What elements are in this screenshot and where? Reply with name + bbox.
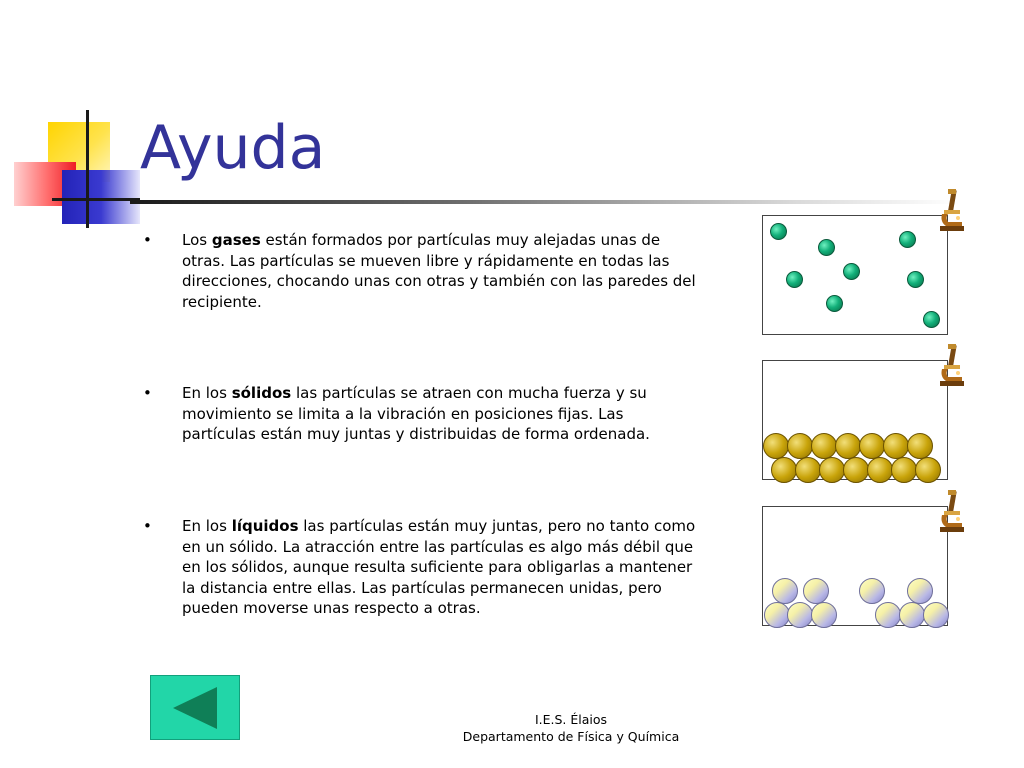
bullet-marker: • bbox=[143, 384, 152, 402]
liquid-particle bbox=[907, 578, 933, 604]
gas-particle bbox=[818, 239, 835, 256]
bullet-marker: • bbox=[143, 517, 152, 535]
text-body: las partículas se atraen con mucha fuerza y su movimiento se limita a la vibración en posiciones fijas. Las partículas están muy juntas y distribuidas de forma ordenada. bbox=[182, 384, 650, 443]
text-prefix: Los bbox=[182, 231, 212, 249]
gas-particle bbox=[907, 271, 924, 288]
liquid-particles-illustration bbox=[762, 506, 948, 626]
solid-particle bbox=[787, 433, 813, 459]
keyword-solidos: sólidos bbox=[231, 384, 292, 402]
solid-particle bbox=[843, 457, 869, 483]
back-button[interactable] bbox=[150, 675, 240, 740]
liquid-particle bbox=[811, 602, 837, 628]
gas-particle bbox=[899, 231, 916, 248]
liquid-particle bbox=[875, 602, 901, 628]
solid-particle bbox=[763, 433, 789, 459]
text-prefix: En los bbox=[182, 517, 232, 535]
solid-particle bbox=[907, 433, 933, 459]
bullet-marker: • bbox=[143, 231, 152, 249]
decor-vertical-line bbox=[86, 110, 89, 228]
text-body: están formados por partículas muy alejadas unas de otras. Las partículas se mueven libre y rápidamente en todas las direcciones, chocando unas con otras y también con las paredes del recipiente. bbox=[182, 231, 696, 311]
decor-horizontal-line bbox=[52, 198, 140, 201]
keyword-gases: gases bbox=[211, 231, 261, 249]
gas-particle bbox=[923, 311, 940, 328]
liquid-particle bbox=[923, 602, 949, 628]
bullet-text-solidos bbox=[182, 383, 702, 445]
solid-particle bbox=[819, 457, 845, 483]
microscope-icon bbox=[936, 489, 966, 533]
triangle-left-icon bbox=[169, 684, 221, 732]
solid-particle bbox=[859, 433, 885, 459]
solid-particles-illustration bbox=[762, 360, 948, 480]
gas-particle bbox=[826, 295, 843, 312]
bullet-text-liquidos bbox=[182, 516, 702, 619]
gas-particle bbox=[786, 271, 803, 288]
liquid-particle bbox=[772, 578, 798, 604]
solid-particle bbox=[771, 457, 797, 483]
bullet-text-gases bbox=[182, 230, 702, 312]
solid-particle bbox=[915, 457, 941, 483]
liquid-particle bbox=[803, 578, 829, 604]
footer bbox=[440, 711, 702, 745]
liquid-particle bbox=[859, 578, 885, 604]
decor-blue-square bbox=[62, 170, 140, 224]
microscope-icon bbox=[936, 343, 966, 387]
keyword-liquidos: líquidos bbox=[231, 517, 299, 535]
solid-particle bbox=[883, 433, 909, 459]
microscope-icon bbox=[936, 188, 966, 232]
title-underline bbox=[130, 200, 960, 204]
gas-particle bbox=[843, 263, 860, 280]
text-prefix: En los bbox=[182, 384, 232, 402]
footer-school: I.E.S. Élaios bbox=[534, 712, 608, 727]
solid-particle bbox=[795, 457, 821, 483]
solid-particle bbox=[867, 457, 893, 483]
liquid-particle bbox=[899, 602, 925, 628]
gas-particles-illustration bbox=[762, 215, 948, 335]
gas-particle bbox=[770, 223, 787, 240]
solid-particle bbox=[891, 457, 917, 483]
solid-particle bbox=[811, 433, 837, 459]
solid-particle bbox=[835, 433, 861, 459]
text-body: las partículas están muy juntas, pero no tanto como en un sólido. La atracción entre las partículas es algo más débil que en los sólidos, aunque resulta suficiente para obligarlas a mantener la distancia entre ellas. Las partículas permanecen unidas, pero pueden moverse unas respecto a otras. bbox=[182, 517, 696, 617]
liquid-particle bbox=[787, 602, 813, 628]
page-title: Ayuda bbox=[140, 113, 326, 183]
footer-department: Departamento de Física y Química bbox=[462, 729, 680, 744]
